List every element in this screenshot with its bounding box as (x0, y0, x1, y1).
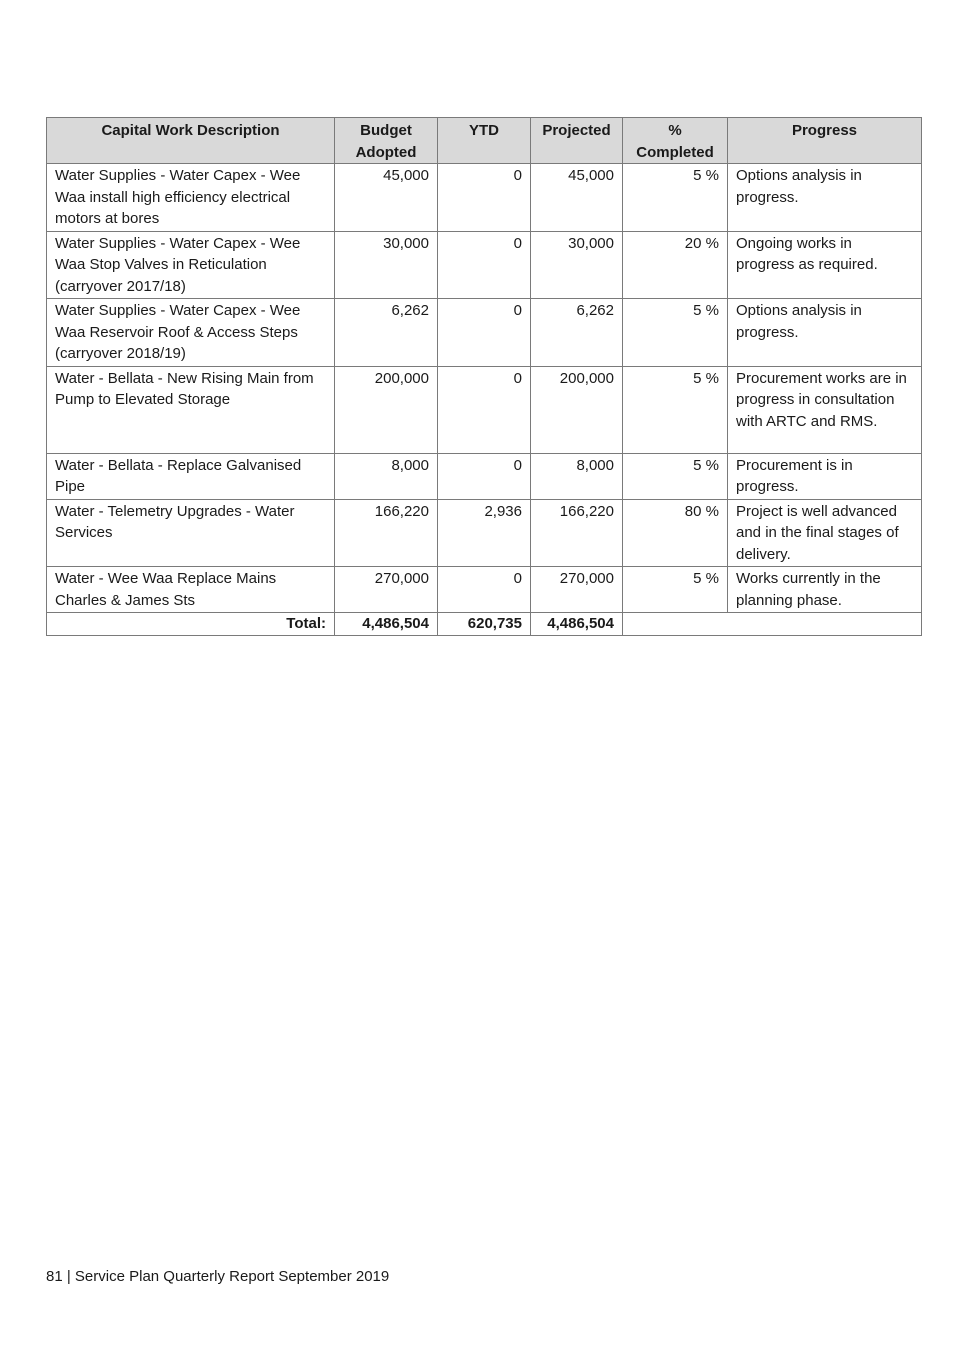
table-row (47, 231, 922, 299)
table-row (47, 164, 922, 232)
cell-projected: 270,000 (531, 567, 623, 613)
table-row (47, 567, 922, 613)
cell-budget: 30,000 (335, 231, 438, 299)
cell-budget: 200,000 (335, 366, 438, 453)
total-projected: 4,486,504 (531, 613, 623, 636)
cell-projected: 30,000 (531, 231, 623, 299)
table-row (47, 299, 922, 367)
cell-completed: 5 % (623, 567, 728, 613)
table-header-row (47, 118, 922, 164)
cell-projected: 166,220 (531, 499, 623, 567)
total-budget: 4,486,504 (335, 613, 438, 636)
capital-works-table (46, 117, 922, 636)
cell-description: Water Supplies - Water Capex - Wee Waa Reservoir Roof & Access Steps (carryover 2018/19) (47, 299, 335, 367)
col-header-budget: Budget Adopted (335, 118, 438, 164)
cell-projected: 6,262 (531, 299, 623, 367)
cell-ytd: 0 (438, 366, 531, 453)
table-row (47, 499, 922, 567)
cell-ytd: 2,936 (438, 499, 531, 567)
cell-budget: 45,000 (335, 164, 438, 232)
col-header-description: Capital Work Description (47, 118, 335, 164)
cell-budget: 8,000 (335, 453, 438, 499)
cell-completed: 5 % (623, 366, 728, 453)
cell-description: Water - Telemetry Upgrades - Water Services (47, 499, 335, 567)
total-empty-cell (623, 613, 922, 636)
cell-progress: Ongoing works in progress as required. (728, 231, 922, 299)
cell-ytd: 0 (438, 567, 531, 613)
cell-description: Water - Wee Waa Replace Mains Charles & James Sts (47, 567, 335, 613)
col-header-ytd: YTD (438, 118, 531, 164)
cell-ytd: 0 (438, 164, 531, 232)
cell-projected: 45,000 (531, 164, 623, 232)
cell-projected: 8,000 (531, 453, 623, 499)
total-row (47, 613, 922, 636)
cell-ytd: 0 (438, 453, 531, 499)
cell-progress: Project is well advanced and in the final stages of delivery. (728, 499, 922, 567)
cell-progress: Options analysis in progress. (728, 299, 922, 367)
cell-description: Water Supplies - Water Capex - Wee Waa install high efficiency electrical motors at bores (47, 164, 335, 232)
col-header-projected: Projected (531, 118, 623, 164)
cell-progress: Options analysis in progress. (728, 164, 922, 232)
cell-budget: 6,262 (335, 299, 438, 367)
cell-ytd: 0 (438, 299, 531, 367)
cell-ytd: 0 (438, 231, 531, 299)
cell-progress: Works currently in the planning phase. (728, 567, 922, 613)
cell-progress: Procurement is in progress. (728, 453, 922, 499)
cell-completed: 5 % (623, 299, 728, 367)
cell-description: Water - Bellata - New Rising Main from Pump to Elevated Storage (47, 366, 335, 453)
page-footer: 81 | Service Plan Quarterly Report September 2019 (46, 1268, 390, 1285)
cell-completed: 5 % (623, 453, 728, 499)
table-row (47, 453, 922, 499)
cell-projected: 200,000 (531, 366, 623, 453)
cell-budget: 270,000 (335, 567, 438, 613)
cell-completed: 5 % (623, 164, 728, 232)
table-row (47, 366, 922, 453)
cell-completed: 80 % (623, 499, 728, 567)
col-header-progress: Progress (728, 118, 922, 164)
total-ytd: 620,735 (438, 613, 531, 636)
cell-progress: Procurement works are in progress in consultation with ARTC and RMS. (728, 366, 922, 453)
col-header-completed: % Completed (623, 118, 728, 164)
total-label: Total: (47, 613, 335, 636)
cell-budget: 166,220 (335, 499, 438, 567)
cell-description: Water - Bellata - Replace Galvanised Pipe (47, 453, 335, 499)
cell-description: Water Supplies - Water Capex - Wee Waa Stop Valves in Reticulation (carryover 2017/18) (47, 231, 335, 299)
cell-completed: 20 % (623, 231, 728, 299)
